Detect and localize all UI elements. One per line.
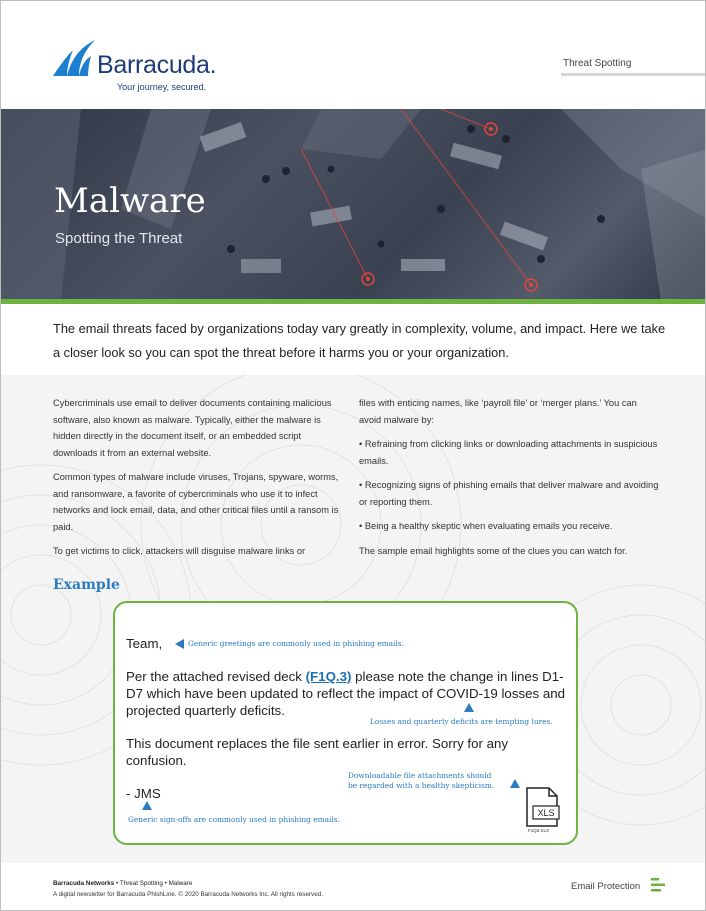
example-heading: Example — [53, 577, 120, 593]
footer-brand: Barracuda Networks — [53, 880, 115, 887]
annotation-signoff: Generic sign-offs are commonly used in phishing emails. — [128, 815, 340, 824]
email-protection-icon — [651, 878, 665, 892]
footer-breadcrumb — [53, 880, 192, 887]
body-paragraph: The sample email highlights some of the clues you can watch for. — [359, 545, 628, 556]
annotation-arrow-icon — [142, 801, 152, 810]
attachment-filename: F1Q3.XLS — [528, 828, 550, 833]
footer-product: Email Protection — [571, 881, 641, 892]
email-text: Per the attached revised deck — [126, 669, 306, 684]
intro-paragraph: The email threats faced by organizations today vary greatly in complexity, volume, and impact. Here we take a closer look so you can spot the threat before it harms you or your organization. — [53, 321, 666, 360]
annotation-arrow-icon — [464, 703, 474, 712]
email-paragraph — [126, 668, 576, 719]
annotation-attachment-line2: be regarded with a healthy skepticism. — [348, 781, 495, 790]
footer-crumbs: • Threat Spotting • Malware — [114, 880, 193, 887]
annotation-attachment-line1: Downloadable file attachments should — [348, 771, 492, 780]
series-rule — [561, 73, 706, 76]
body-column-left — [53, 395, 343, 568]
brand-wordmark: Barracuda. — [97, 51, 217, 79]
file-extension-label: XLS — [537, 808, 555, 818]
sample-email-card — [113, 601, 578, 845]
email-signoff: - JMS — [126, 786, 161, 801]
page-title: Malware — [54, 181, 206, 221]
series-label: Threat Spotting — [563, 58, 632, 69]
hero-banner — [1, 109, 706, 301]
xls-file-icon[interactable] — [523, 786, 561, 828]
annotation-greeting: Generic greetings are commonly used in phishing emails. — [188, 639, 404, 648]
attachment-link[interactable]: (F1Q.3) — [305, 669, 352, 684]
bullet-item: • Recognizing signs of phishing emails that deliver malware and avoiding or reporting them. — [359, 480, 659, 507]
footer-legal: A digital newsletter for Barracuda PhishLine. © 2020 Barracuda Networks Inc. All rights reserved. — [53, 891, 323, 898]
barracuda-fin-icon — [51, 38, 97, 78]
body-paragraph: Common types of malware include viruses, Trojans, spyware, worms, and ransomware, a favorite of cybercriminals who use it to infect networks and lock email, data, and other critical files until a ransom is paid. — [53, 472, 339, 532]
body-paragraph: To get victims to click, attackers will disguise malware links or — [53, 546, 306, 556]
hero-accent-bar — [1, 299, 706, 304]
bullet-item: • Being a healthy skeptic when evaluating emails you receive. — [359, 521, 613, 531]
body-section — [1, 375, 706, 863]
email-paragraph: This document replaces the file sent earlier in error. Sorry for any confusion. — [126, 736, 509, 768]
barracuda-logo — [51, 38, 251, 98]
email-text: please note the change in lines D1-D7 which have been updated to reflect the impact of COVID-19 losses and projected quarterly deficits. — [126, 669, 566, 718]
annotation-arrow-icon — [510, 779, 520, 788]
email-greeting: Team, — [126, 636, 163, 651]
bullet-item: • Refraining from clicking links or downloading attachments in suspicious emails. — [359, 439, 658, 466]
page-subtitle: Spotting the Threat — [55, 230, 183, 247]
body-paragraph: files with enticing names, like ‘payroll file’ or ‘merger plans.’ You can avoid malware by: — [359, 398, 637, 425]
body-column-right — [359, 395, 659, 567]
body-paragraph: Cybercriminals use email to deliver documents containing malicious software, also known as malware. Typically, either the malware is hidden directly in the document itself, or an embedded script downloads it from an external website. — [53, 398, 332, 458]
brand-tagline: Your journey, secured. — [117, 82, 207, 92]
annotation-losses: Losses and quarterly deficits are tempting lures. — [370, 717, 553, 726]
annotation-arrow-icon — [175, 639, 184, 649]
